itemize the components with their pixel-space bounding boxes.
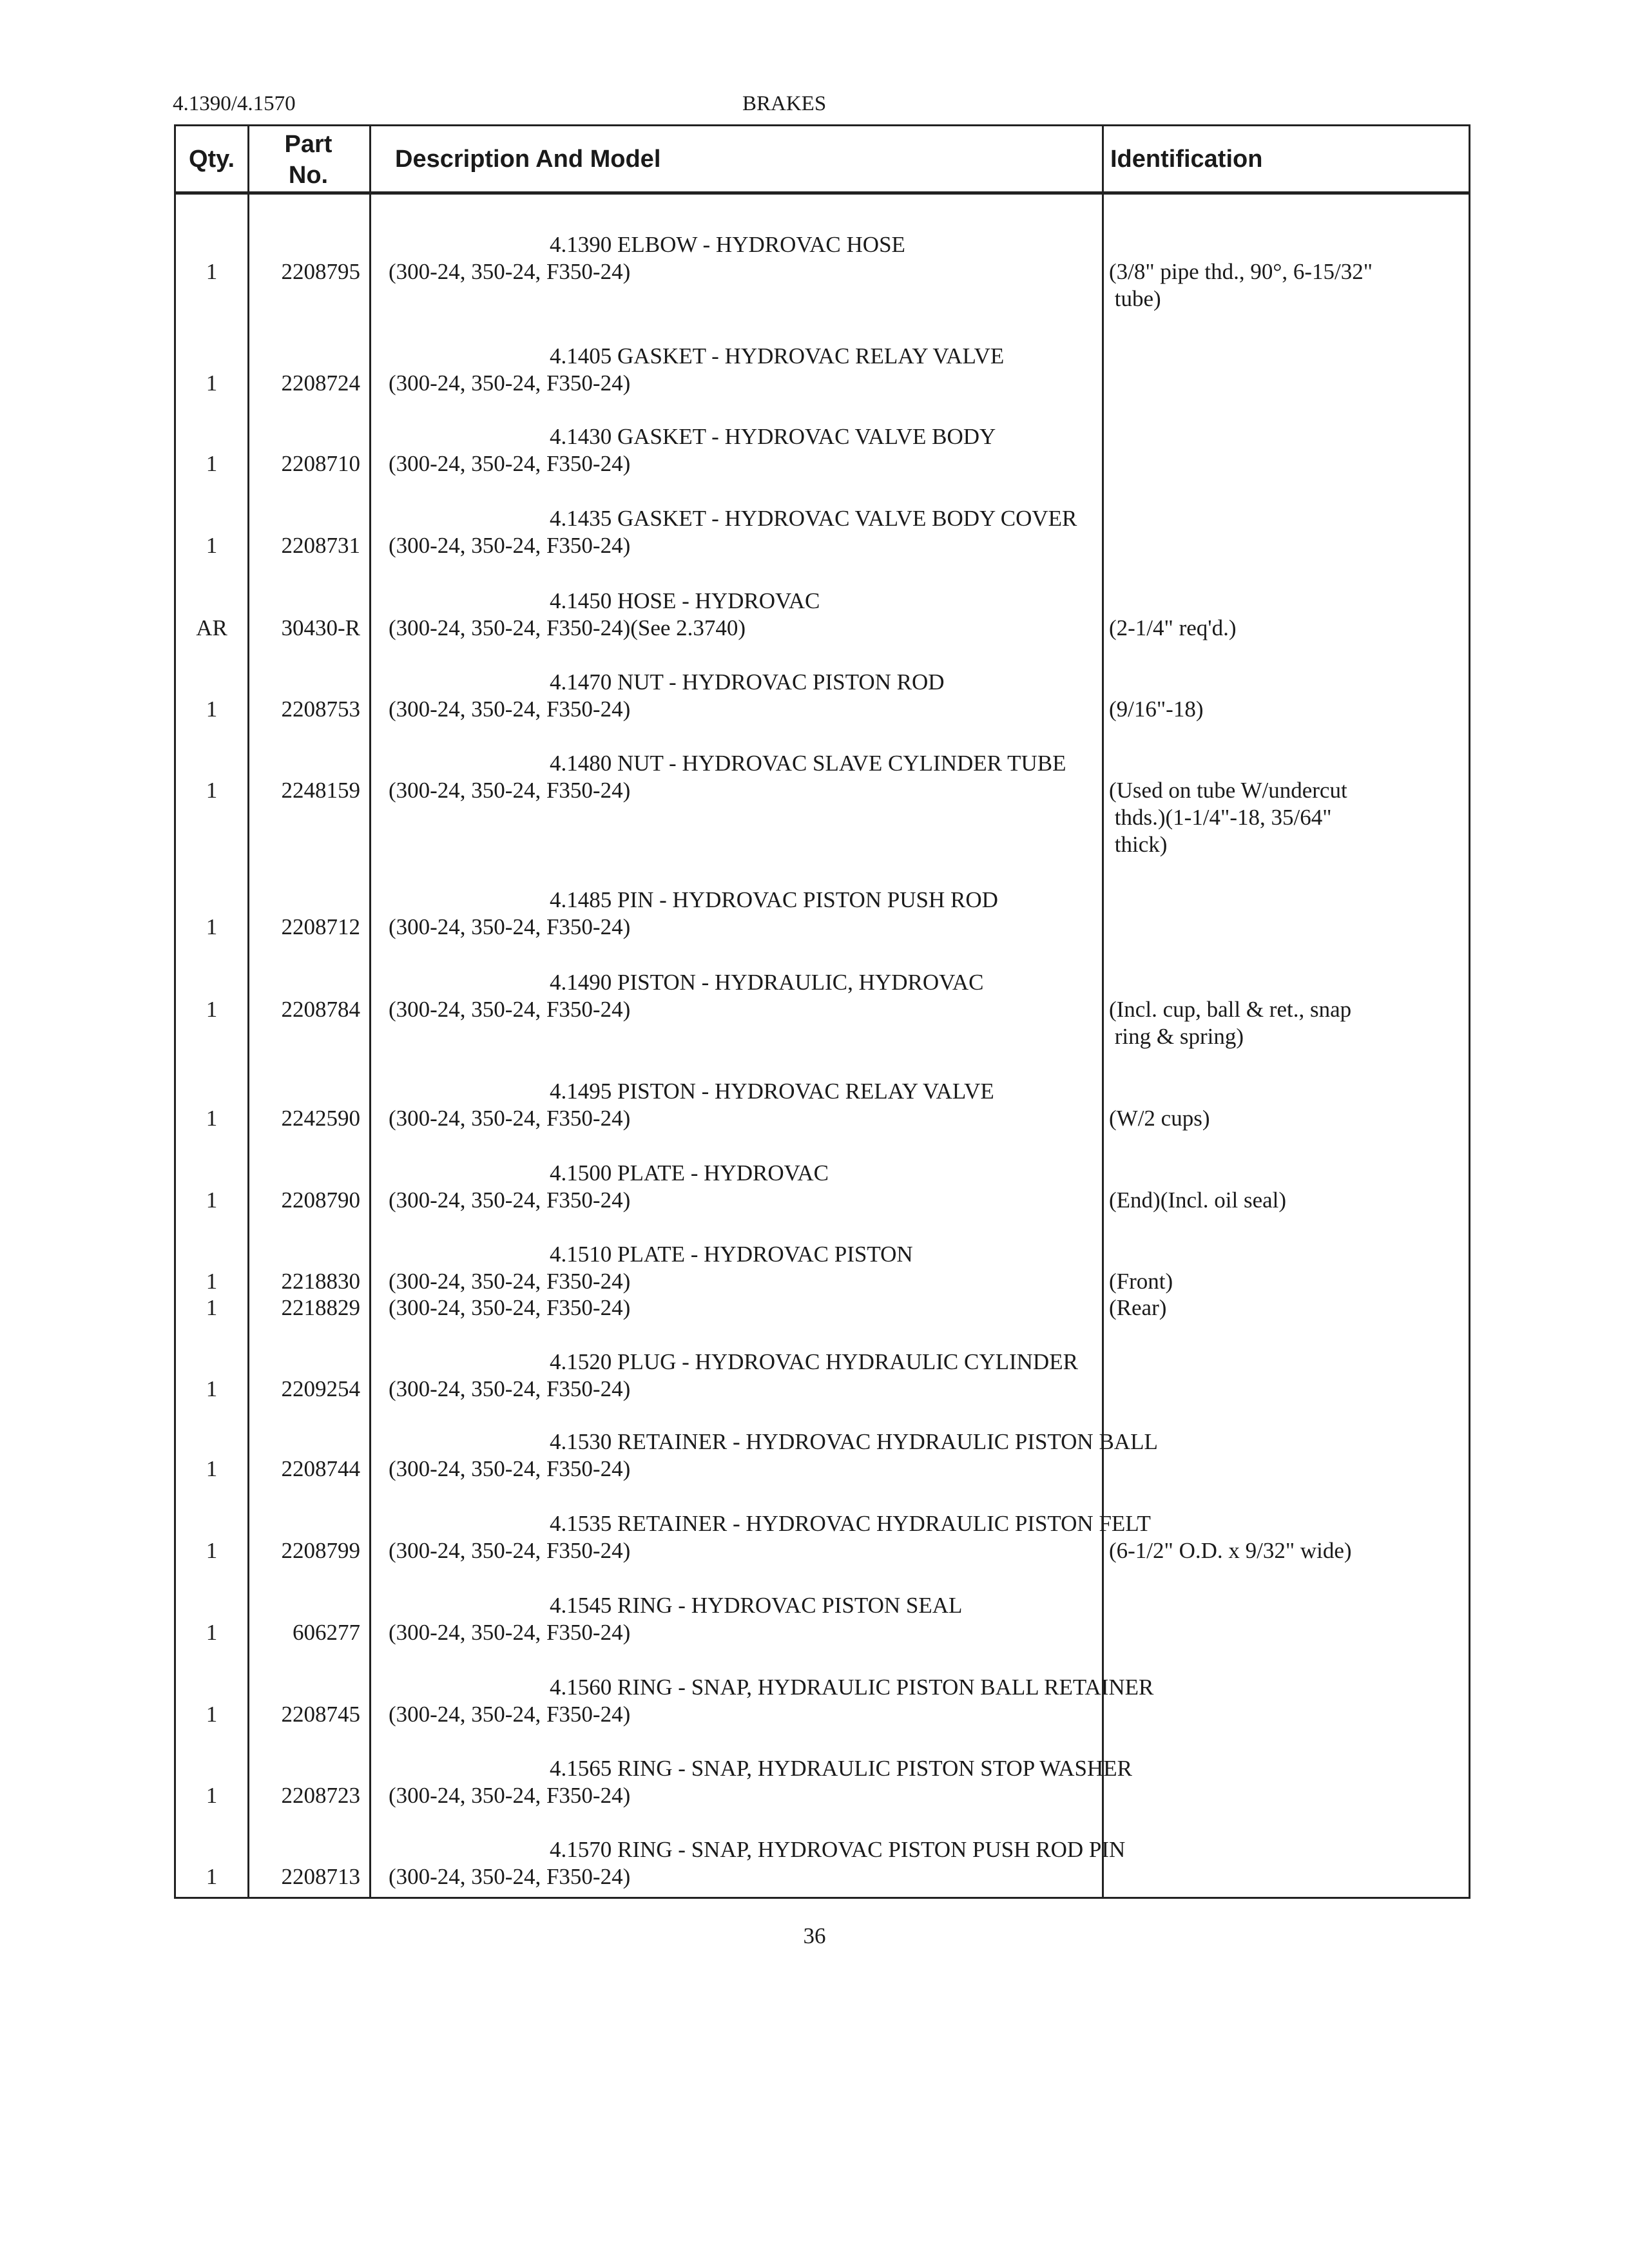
parts-table <box>174 124 1470 1899</box>
part-entry-title: 4.1500 PLATE - HYDROVAC <box>550 1160 829 1186</box>
identification-cell: (End)(Incl. oil seal) <box>1109 1187 1287 1213</box>
model-cell: (300-24, 350-24, F350-24) <box>389 451 631 476</box>
qty-cell: 1 <box>206 1269 218 1294</box>
model-cell: (300-24, 350-24, F350-24) <box>389 259 631 284</box>
model-cell: (300-24, 350-24, F350-24) <box>389 370 631 396</box>
column-divider <box>369 126 371 1897</box>
model-cell: (300-24, 350-24, F350-24) <box>389 1295 631 1320</box>
identification-cell: (9/16"-18) <box>1109 697 1204 722</box>
identification-cell: (Incl. cup, ball & ret., snap ring & spring) <box>1109 997 1352 1049</box>
column-divider <box>1102 126 1104 1897</box>
identification-cell: (Rear) <box>1109 1295 1167 1320</box>
header-rule <box>176 191 1469 195</box>
part-number-cell: 2208710 <box>281 451 360 476</box>
part-entry-title: 4.1405 GASKET - HYDROVAC RELAY VALVE <box>550 343 1005 369</box>
qty-cell: 1 <box>206 1456 218 1481</box>
qty-cell: 1 <box>206 533 218 558</box>
part-entry-title: 4.1565 RING - SNAP, HYDRAULIC PISTON STOP WASHER <box>550 1756 1132 1781</box>
part-number-cell: 2208799 <box>281 1538 360 1563</box>
model-cell: (300-24, 350-24, F350-24) <box>389 1376 631 1401</box>
qty-cell: 1 <box>206 1106 218 1131</box>
model-cell: (300-24, 350-24, F350-24) <box>389 1702 631 1727</box>
part-entry-title: 4.1510 PLATE - HYDROVAC PISTON <box>550 1242 913 1267</box>
part-number-cell: 2208712 <box>281 914 360 939</box>
identification-cell: (3/8" pipe thd., 90°, 6-15/32" tube) <box>1109 259 1373 311</box>
qty-cell: 1 <box>206 697 218 722</box>
qty-cell: 1 <box>206 1783 218 1808</box>
model-cell: (300-24, 350-24, F350-24) <box>389 778 631 803</box>
part-number-cell: 2242590 <box>281 1106 360 1131</box>
qty-cell: 1 <box>206 1187 218 1213</box>
model-cell: (300-24, 350-24, F350-24) <box>389 1783 631 1808</box>
qty-cell: 1 <box>206 1864 218 1889</box>
part-entry-title: 4.1390 ELBOW - HYDROVAC HOSE <box>550 232 905 257</box>
qty-cell: 1 <box>206 914 218 939</box>
column-header-identification: Identification <box>1110 146 1263 173</box>
qty-cell: 1 <box>206 778 218 803</box>
qty-cell: 1 <box>206 259 218 284</box>
part-entry-title: 4.1530 RETAINER - HYDROVAC HYDRAULIC PISTON BALL <box>550 1429 1158 1454</box>
part-entry-title: 4.1490 PISTON - HYDRAULIC, HYDROVAC <box>550 970 984 995</box>
qty-cell: 1 <box>206 1538 218 1563</box>
model-cell: (300-24, 350-24, F350-24) <box>389 533 631 558</box>
part-entry-title: 4.1430 GASKET - HYDROVAC VALVE BODY <box>550 424 996 449</box>
part-number-cell: 30430-R <box>281 615 360 640</box>
identification-cell: (Front) <box>1109 1269 1173 1294</box>
model-cell: (300-24, 350-24, F350-24) <box>389 697 631 722</box>
model-cell: (300-24, 350-24, F350-24) <box>389 1269 631 1294</box>
column-header-part-no: Part No. <box>284 131 333 189</box>
model-cell: (300-24, 350-24, F350-24)(See 2.3740) <box>389 615 746 640</box>
identification-cell: (2-1/4" req'd.) <box>1109 615 1237 640</box>
part-number-cell: 2208790 <box>281 1187 360 1213</box>
qty-cell: 1 <box>206 997 218 1022</box>
part-number-cell: 2208744 <box>281 1456 360 1481</box>
part-number-cell: 2218830 <box>281 1269 360 1294</box>
part-entry-title: 4.1435 GASKET - HYDROVAC VALVE BODY COVER <box>550 506 1077 531</box>
part-number-cell: 2248159 <box>281 778 360 803</box>
model-cell: (300-24, 350-24, F350-24) <box>389 914 631 939</box>
part-number-cell: 2208731 <box>281 533 360 558</box>
qty-cell: 1 <box>206 451 218 476</box>
part-entry-title: 4.1545 RING - HYDROVAC PISTON SEAL <box>550 1593 963 1618</box>
model-cell: (300-24, 350-24, F350-24) <box>389 997 631 1022</box>
part-entry-title: 4.1470 NUT - HYDROVAC PISTON ROD <box>550 669 945 695</box>
qty-cell: AR <box>196 615 227 640</box>
part-entry-title: 4.1495 PISTON - HYDROVAC RELAY VALVE <box>550 1079 994 1104</box>
part-entry-title: 4.1480 NUT - HYDROVAC SLAVE CYLINDER TUBE <box>550 751 1066 776</box>
part-number-cell: 2208795 <box>281 259 360 284</box>
qty-cell: 1 <box>206 1702 218 1727</box>
part-number-cell: 606277 <box>293 1620 360 1645</box>
page-number: 36 <box>803 1923 826 1948</box>
column-header-qty: Qty. <box>188 146 235 173</box>
part-number-cell: 2208784 <box>281 997 360 1022</box>
qty-cell: 1 <box>206 1620 218 1645</box>
model-cell: (300-24, 350-24, F350-24) <box>389 1864 631 1889</box>
part-entry-title: 4.1450 HOSE - HYDROVAC <box>550 588 820 613</box>
part-number-cell: 2208724 <box>281 370 360 396</box>
model-cell: (300-24, 350-24, F350-24) <box>389 1538 631 1563</box>
part-number-cell: 2208713 <box>281 1864 360 1889</box>
part-entry-title: 4.1570 RING - SNAP, HYDROVAC PISTON PUSH ROD PIN <box>550 1837 1126 1862</box>
identification-cell: (W/2 cups) <box>1109 1106 1210 1131</box>
part-number-cell: 2209254 <box>281 1376 360 1401</box>
identification-cell: (Used on tube W/undercut thds.)(1-1/4"-18, 35/64" thick) <box>1109 778 1347 857</box>
part-entry-title: 4.1520 PLUG - HYDROVAC HYDRAULIC CYLINDER <box>550 1349 1078 1374</box>
part-entry-title: 4.1535 RETAINER - HYDROVAC HYDRAULIC PISTON FELT <box>550 1511 1151 1536</box>
qty-cell: 1 <box>206 1376 218 1401</box>
part-entry-title: 4.1485 PIN - HYDROVAC PISTON PUSH ROD <box>550 887 998 912</box>
part-number-cell: 2218829 <box>281 1295 360 1320</box>
part-number-cell: 2208753 <box>281 697 360 722</box>
qty-cell: 1 <box>206 1295 218 1320</box>
qty-cell: 1 <box>206 370 218 396</box>
model-cell: (300-24, 350-24, F350-24) <box>389 1106 631 1131</box>
part-number-cell: 2208745 <box>281 1702 360 1727</box>
part-entry-title: 4.1560 RING - SNAP, HYDRAULIC PISTON BALL RETAINER <box>550 1675 1154 1700</box>
section-title: BRAKES <box>742 92 827 115</box>
model-cell: (300-24, 350-24, F350-24) <box>389 1456 631 1481</box>
page-range-header: 4.1390/4.1570 <box>173 92 296 115</box>
model-cell: (300-24, 350-24, F350-24) <box>389 1620 631 1645</box>
model-cell: (300-24, 350-24, F350-24) <box>389 1187 631 1213</box>
part-number-cell: 2208723 <box>281 1783 360 1808</box>
identification-cell: (6-1/2" O.D. x 9/32" wide) <box>1109 1538 1352 1563</box>
column-header-description: Description And Model <box>395 146 661 173</box>
